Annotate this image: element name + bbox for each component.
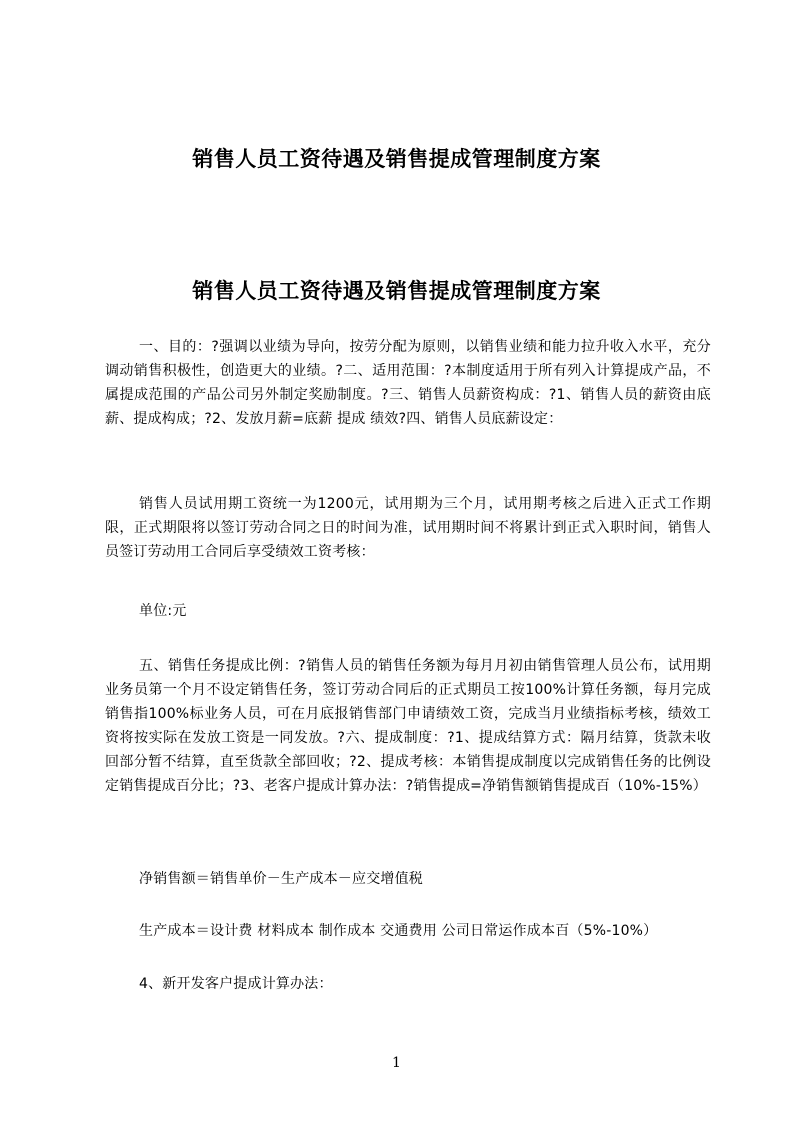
paragraph-new-client-heading: 4、新开发客户提成计算办法： <box>139 976 333 992</box>
paragraph-probation-salary: 销售人员试用期工资统一为1200元，试用期为三个月，试用期考核之后进入正式工作期限，正式期限将以签订劳动合同之日的时间为准，试用期时间不将累计到正式入职时间，销售人员签订劳动用工合同后享受绩效工资考核： <box>105 496 711 560</box>
paragraph-purpose-scope: 一、目的：?强调以业绩为导向，按劳分配为原则，以销售业绩和能力拉升收入水平，充分调动销售积极性，创造更大的业绩。?二、适用范围：?本制度适用于所有列入计算提成产品，不属提成范围的产品公司另外制定奖励制度。?三、销售人员薪资构成：?1、销售人员的薪资由底薪、提成构成；?2、发放月薪=底薪 提成 绩效?四、销售人员底薪设定： <box>105 339 711 427</box>
page-number: 1 <box>392 1055 401 1071</box>
paragraph-production-cost-formula: 生产成本＝设计费 材料成本 制作成本 交通费用 公司日常运作成本百（5%-10%） <box>139 923 658 939</box>
paragraph-commission-rules: 五、销售任务提成比例：?销售人员的销售任务额为每月月初由销售管理人员公布，试用期业务员第一个月不设定销售任务，签订劳动合同后的正式期员工按100%计算任务额，每月完成销售指100%标业务人员，可在月底报销售部门申请绩效工资，完成当月业绩指标考核，绩效工资将按实际在发放工资是一同发放。?六、提成制度：?1、提成结算方式：隔月结算，货款未收回部分暂不结算，直至货款全部回收；?2、提成考核：本销售提成制度以完成销售任务的比例设定销售提成百分比；?3、老客户提成计算办法：?销售提成=净销售额销售提成百（10%-15%） <box>105 658 711 794</box>
paragraph-unit: 单位:元 <box>139 603 187 619</box>
document-title-header: 销售人员工资待遇及销售提成管理制度方案 <box>192 147 601 171</box>
document-title: 销售人员工资待遇及销售提成管理制度方案 <box>192 279 601 303</box>
paragraph-net-sales-formula: 净销售额＝销售单价－生产成本－应交增值税 <box>139 871 423 887</box>
